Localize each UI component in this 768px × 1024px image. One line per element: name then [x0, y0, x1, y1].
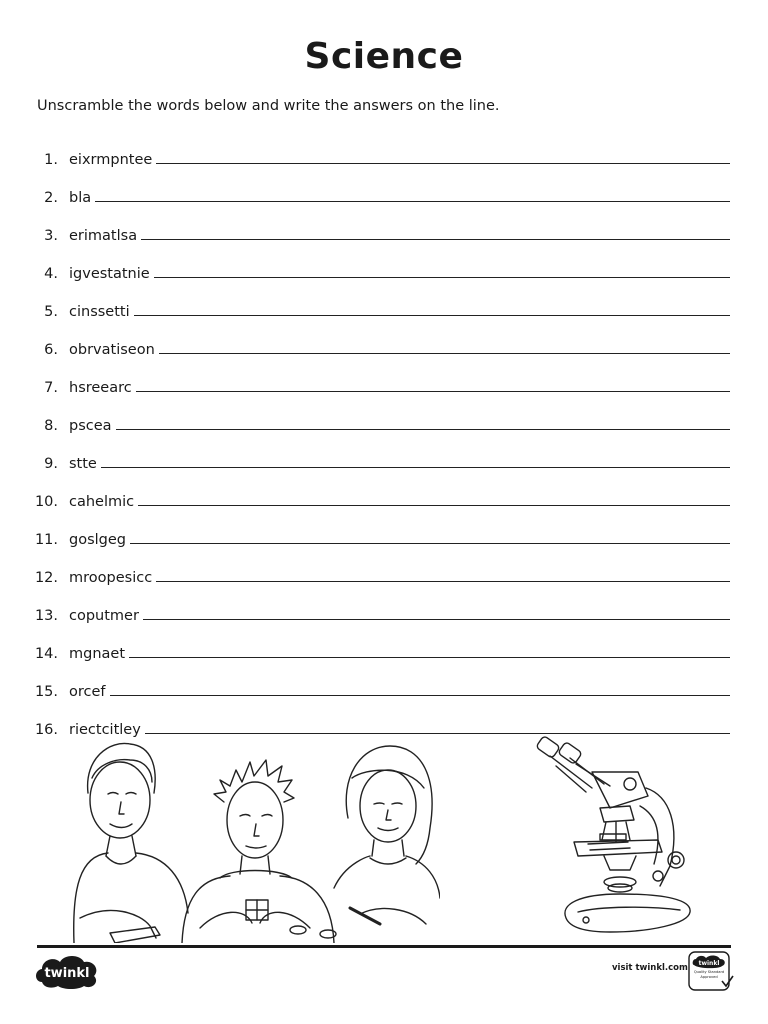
answer-line[interactable] [156, 163, 730, 164]
list-item [30, 550, 730, 588]
list-item [30, 246, 730, 284]
answer-line[interactable] [156, 581, 730, 582]
answer-line[interactable] [136, 391, 730, 392]
list-item [30, 664, 730, 702]
list-item [30, 474, 730, 512]
scrambled-word: eixrmpntee [69, 152, 153, 168]
scrambled-word: stte [69, 456, 97, 472]
list-item [30, 322, 730, 360]
answer-line[interactable] [101, 467, 730, 468]
list-item [30, 132, 730, 170]
item-number: 1. [44, 152, 58, 168]
item-number: 9. [44, 456, 58, 472]
list-item [30, 702, 730, 740]
scrambled-word: riectcitley [69, 722, 141, 738]
twinkl-logo [34, 952, 100, 990]
answer-line[interactable] [129, 657, 730, 658]
footer-rule [37, 945, 731, 948]
list-item [30, 398, 730, 436]
visit-link-text: visit twinkl.com [612, 963, 688, 973]
answer-line[interactable] [116, 429, 730, 430]
answer-line[interactable] [138, 505, 730, 506]
list-item [30, 170, 730, 208]
answer-line[interactable] [159, 353, 730, 354]
scrambled-word: obrvatiseon [69, 342, 155, 358]
scrambled-word: pscea [69, 418, 112, 434]
scrambled-word: igvestatnie [69, 266, 150, 282]
badge-caption: Quality Standard Approved [693, 970, 725, 979]
instructions: Unscramble the words below and write the answers on the line. [37, 98, 500, 114]
answer-line[interactable] [95, 201, 730, 202]
scrambled-word: cinssetti [69, 304, 130, 320]
scrambled-word: orcef [69, 684, 106, 700]
item-number: 14. [34, 646, 58, 662]
item-number: 8. [44, 418, 58, 434]
answer-line[interactable] [134, 315, 730, 316]
microscope-illustration [530, 736, 700, 936]
scrambled-word: bla [69, 190, 92, 206]
item-number: 5. [44, 304, 58, 320]
item-number: 10. [34, 494, 58, 510]
item-number: 4. [44, 266, 58, 282]
scrambled-word: mroopesicc [69, 570, 153, 586]
item-number: 6. [44, 342, 58, 358]
item-number: 12. [34, 570, 58, 586]
answer-line[interactable] [110, 695, 730, 696]
answer-line[interactable] [154, 277, 730, 278]
item-number: 13. [34, 608, 58, 624]
item-number: 15. [34, 684, 58, 700]
badge-logo-text: twinkl [698, 960, 720, 967]
list-item [30, 626, 730, 664]
list-item [30, 436, 730, 474]
scrambled-word: coputmer [69, 608, 139, 624]
item-number: 3. [44, 228, 58, 244]
item-number: 16. [34, 722, 58, 738]
page-title: Science [304, 36, 464, 77]
answer-line[interactable] [141, 239, 730, 240]
quality-badge-icon [688, 951, 734, 993]
scrambled-word: cahelmic [69, 494, 135, 510]
answer-line[interactable] [130, 543, 730, 544]
item-number: 7. [44, 380, 58, 396]
scrambled-word: goslgeg [69, 532, 126, 548]
scrambled-word: mgnaet [69, 646, 126, 662]
item-number: 2. [44, 190, 58, 206]
list-item [30, 284, 730, 322]
word-list [30, 132, 730, 740]
scrambled-word: hsreearc [69, 380, 132, 396]
logo-text: twinkl [44, 966, 90, 981]
list-item [30, 512, 730, 550]
list-item [30, 208, 730, 246]
children-doing-science-illustration [70, 738, 440, 943]
list-item [30, 360, 730, 398]
answer-line[interactable] [143, 619, 730, 620]
item-number: 11. [34, 532, 58, 548]
scrambled-word: erimatlsa [69, 228, 138, 244]
list-item [30, 588, 730, 626]
answer-line[interactable] [145, 733, 730, 734]
